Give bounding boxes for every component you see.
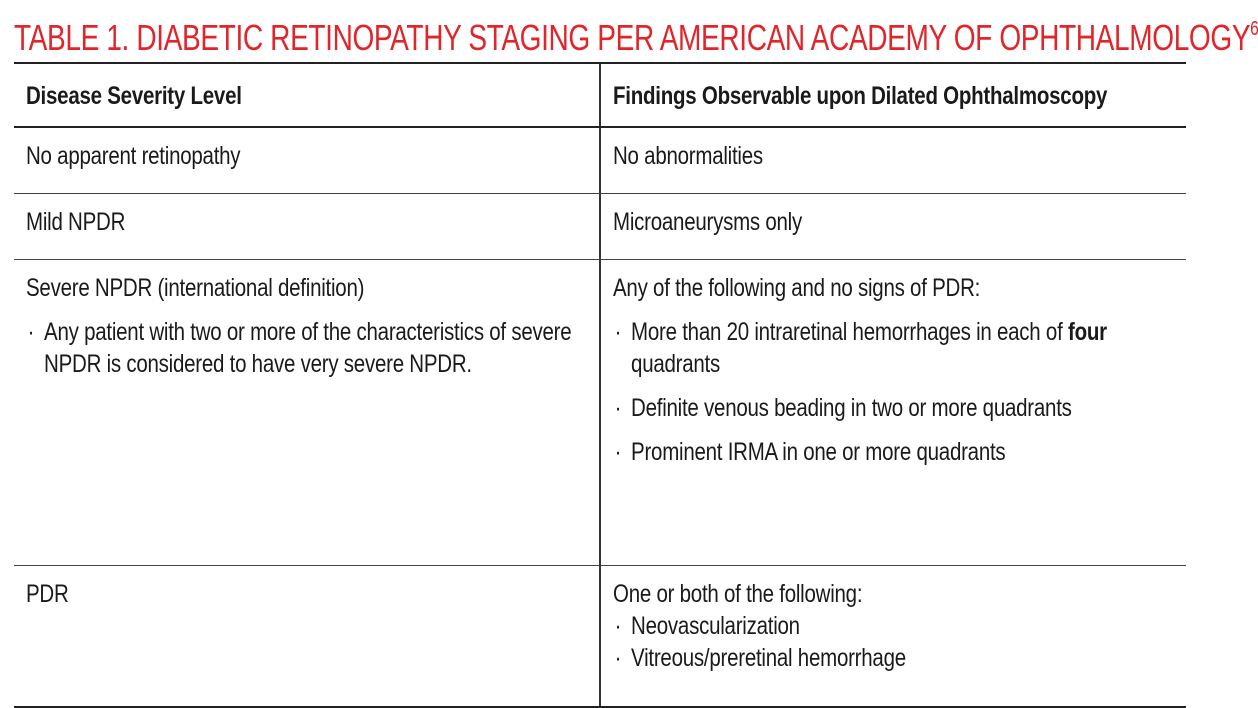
cell-severity-level: PDR	[14, 565, 600, 707]
list-item	[26, 316, 587, 380]
finding-text-before: More than 20 intraretinal hemorrhages in each of	[631, 317, 1063, 346]
findings-intro: One or both of the following:	[613, 579, 863, 608]
reference-superscript: 6	[1250, 18, 1258, 40]
list-item	[613, 316, 1174, 380]
staging-table	[14, 62, 1186, 708]
bullet-icon: ·	[27, 317, 35, 346]
bullet-icon: ·	[614, 643, 622, 672]
list-item	[613, 436, 1174, 468]
bullet-icon: ·	[614, 437, 622, 466]
cell-findings: Microaneurysms only	[600, 193, 1186, 259]
table-title-text: TABLE 1. DIABETIC RETINOPATHY STAGING PER AMERICAN ACADEMY OF OPHTHALMOLOGY	[14, 17, 1251, 58]
list-item	[613, 642, 1174, 674]
list-item	[613, 392, 1174, 424]
severity-note: Any patient with two or more of the characteristics of severe NPDR is considered to have very severe NPDR.	[44, 317, 572, 378]
cell-findings: No abnormalities	[600, 127, 1186, 193]
cell-findings	[600, 259, 1186, 565]
table-row	[14, 193, 1186, 259]
table-row	[14, 127, 1186, 193]
finding-text: Prominent IRMA in one or more quadrants	[631, 437, 1006, 466]
finding-text: Neovascularization	[631, 611, 800, 640]
cell-severity-level: No apparent retinopathy	[14, 127, 600, 193]
header-row	[14, 63, 1186, 127]
finding-text: Vitreous/preretinal hemorrhage	[631, 643, 906, 672]
findings-intro: Any of the following and no signs of PDR:	[613, 273, 981, 302]
bullet-icon: ·	[614, 611, 622, 640]
finding-text-after: quadrants	[631, 349, 721, 378]
table-title	[14, 10, 1258, 59]
severity-level-text: Severe NPDR (international definition)	[26, 273, 365, 302]
finding-emphasis: four	[1067, 317, 1107, 346]
cell-severity-level	[14, 259, 600, 565]
table-row	[14, 565, 1186, 707]
bullet-icon: ·	[614, 393, 622, 422]
finding-text: Definite venous beading in two or more quadrants	[631, 393, 1072, 422]
cell-findings	[600, 565, 1186, 707]
bullet-icon: ·	[614, 317, 622, 346]
header-severity-level: Disease Severity Level	[14, 63, 600, 127]
header-findings: Findings Observable upon Dilated Ophthalmoscopy	[600, 63, 1186, 127]
cell-severity-level: Mild NPDR	[14, 193, 600, 259]
list-item	[613, 610, 1174, 642]
table-row	[14, 259, 1186, 565]
